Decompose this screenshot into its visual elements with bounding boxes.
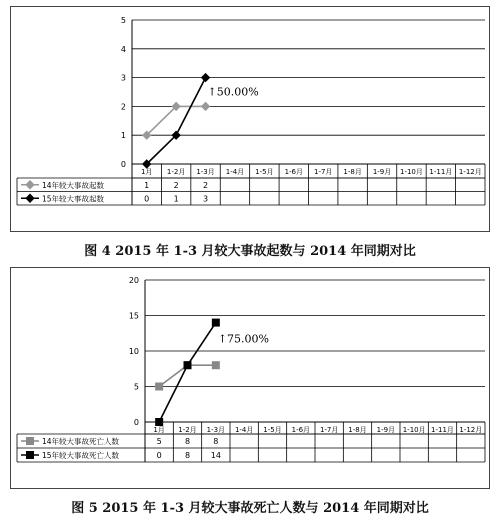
growth-annotation: ↑50.00% <box>207 85 259 99</box>
y-tick-label: 0 <box>133 418 139 427</box>
x-tick-label: 1-10月 <box>402 426 426 434</box>
x-tick-label: 1-9月 <box>376 426 396 434</box>
table-cell-value: 1 <box>173 194 179 204</box>
x-tick-label: 1-6月 <box>284 168 304 176</box>
x-tick-label: 1-12月 <box>459 426 483 434</box>
figure-caption: 图 5 2015 年 1-3 月较大事故死亡人数与 2014 年同期对比 <box>71 501 429 516</box>
y-tick-label: 0 <box>120 160 126 169</box>
figure-caption: 图 4 2015 年 1-3 月较大事故起数与 2014 年同期对比 <box>84 244 416 259</box>
table-cell-value: 8 <box>184 437 191 446</box>
table-cell-value: 5 <box>156 437 162 446</box>
x-tick-label: 1-3月 <box>196 168 215 176</box>
x-tick-label: 1-2月 <box>166 168 186 176</box>
x-tick-label: 1-3月 <box>206 426 226 434</box>
y-tick-label: 5 <box>120 16 126 25</box>
x-tick-label: 1-4月 <box>225 168 245 176</box>
x-tick-label: 1-11月 <box>429 168 453 176</box>
chart-panel-death-count <box>10 267 490 489</box>
x-tick-label: 1-5月 <box>263 426 282 434</box>
legend-label: 15年较大事故起数 <box>42 194 105 204</box>
x-tick-label: 1-9月 <box>372 168 392 176</box>
data-point <box>184 361 192 369</box>
x-tick-label: 1-5月 <box>255 168 274 176</box>
x-tick-label: 1-12月 <box>458 168 482 176</box>
table-cell-value: 1 <box>144 180 150 190</box>
legend-marker <box>26 194 34 202</box>
series-line <box>159 323 216 422</box>
growth-annotation: ↑75.00% <box>217 332 270 346</box>
y-tick-label: 20 <box>128 276 139 285</box>
y-tick-label: 10 <box>128 347 139 356</box>
table-cell-value: 2 <box>173 180 179 190</box>
table-cell-value: 8 <box>184 451 191 460</box>
death-count-chart <box>11 268 489 488</box>
y-tick-label: 5 <box>133 382 139 392</box>
y-tick-label: 4 <box>120 44 126 54</box>
legend-marker <box>26 181 34 189</box>
x-tick-label: 1-7月 <box>313 168 333 176</box>
x-tick-label: 1-7月 <box>319 426 339 434</box>
table-cell-value: 14 <box>210 451 221 460</box>
data-point <box>212 319 220 327</box>
x-tick-label: 1-6月 <box>291 426 311 434</box>
data-point <box>212 361 220 369</box>
x-tick-label: 1-8月 <box>343 168 362 176</box>
x-tick-label: 1-10月 <box>400 168 423 176</box>
table-cell-value: 8 <box>213 437 219 446</box>
table-cell-value: 3 <box>202 194 209 204</box>
y-tick-label: 3 <box>120 73 126 83</box>
table-cell-value: 2 <box>202 180 209 190</box>
legend-label: 14年较大事故死亡人数 <box>42 437 120 446</box>
x-tick-label: 1月 <box>140 168 153 176</box>
chart-panel-accident-count <box>10 6 490 232</box>
y-tick-label: 15 <box>128 311 139 321</box>
legend-label: 14年较大事故起数 <box>42 180 105 190</box>
accident-count-chart <box>11 7 489 231</box>
data-point <box>155 383 163 391</box>
y-tick-label: 1 <box>120 131 126 141</box>
x-tick-label: 1月 <box>153 426 165 434</box>
data-point <box>202 74 210 82</box>
data-point <box>155 418 163 426</box>
x-tick-label: 1-11月 <box>431 426 454 434</box>
data-point <box>202 102 210 110</box>
x-tick-label: 1-4月 <box>234 426 254 434</box>
table-cell-value: 0 <box>144 194 150 204</box>
y-tick-label: 2 <box>120 102 126 112</box>
legend-label: 15年较大事故死亡人数 <box>42 451 120 460</box>
table-cell-value: 0 <box>156 451 162 460</box>
series-line <box>147 78 206 164</box>
x-tick-label: 1-2月 <box>178 426 197 434</box>
x-tick-label: 1-8月 <box>348 426 367 434</box>
legend-marker <box>26 451 34 459</box>
legend-marker <box>26 437 34 445</box>
